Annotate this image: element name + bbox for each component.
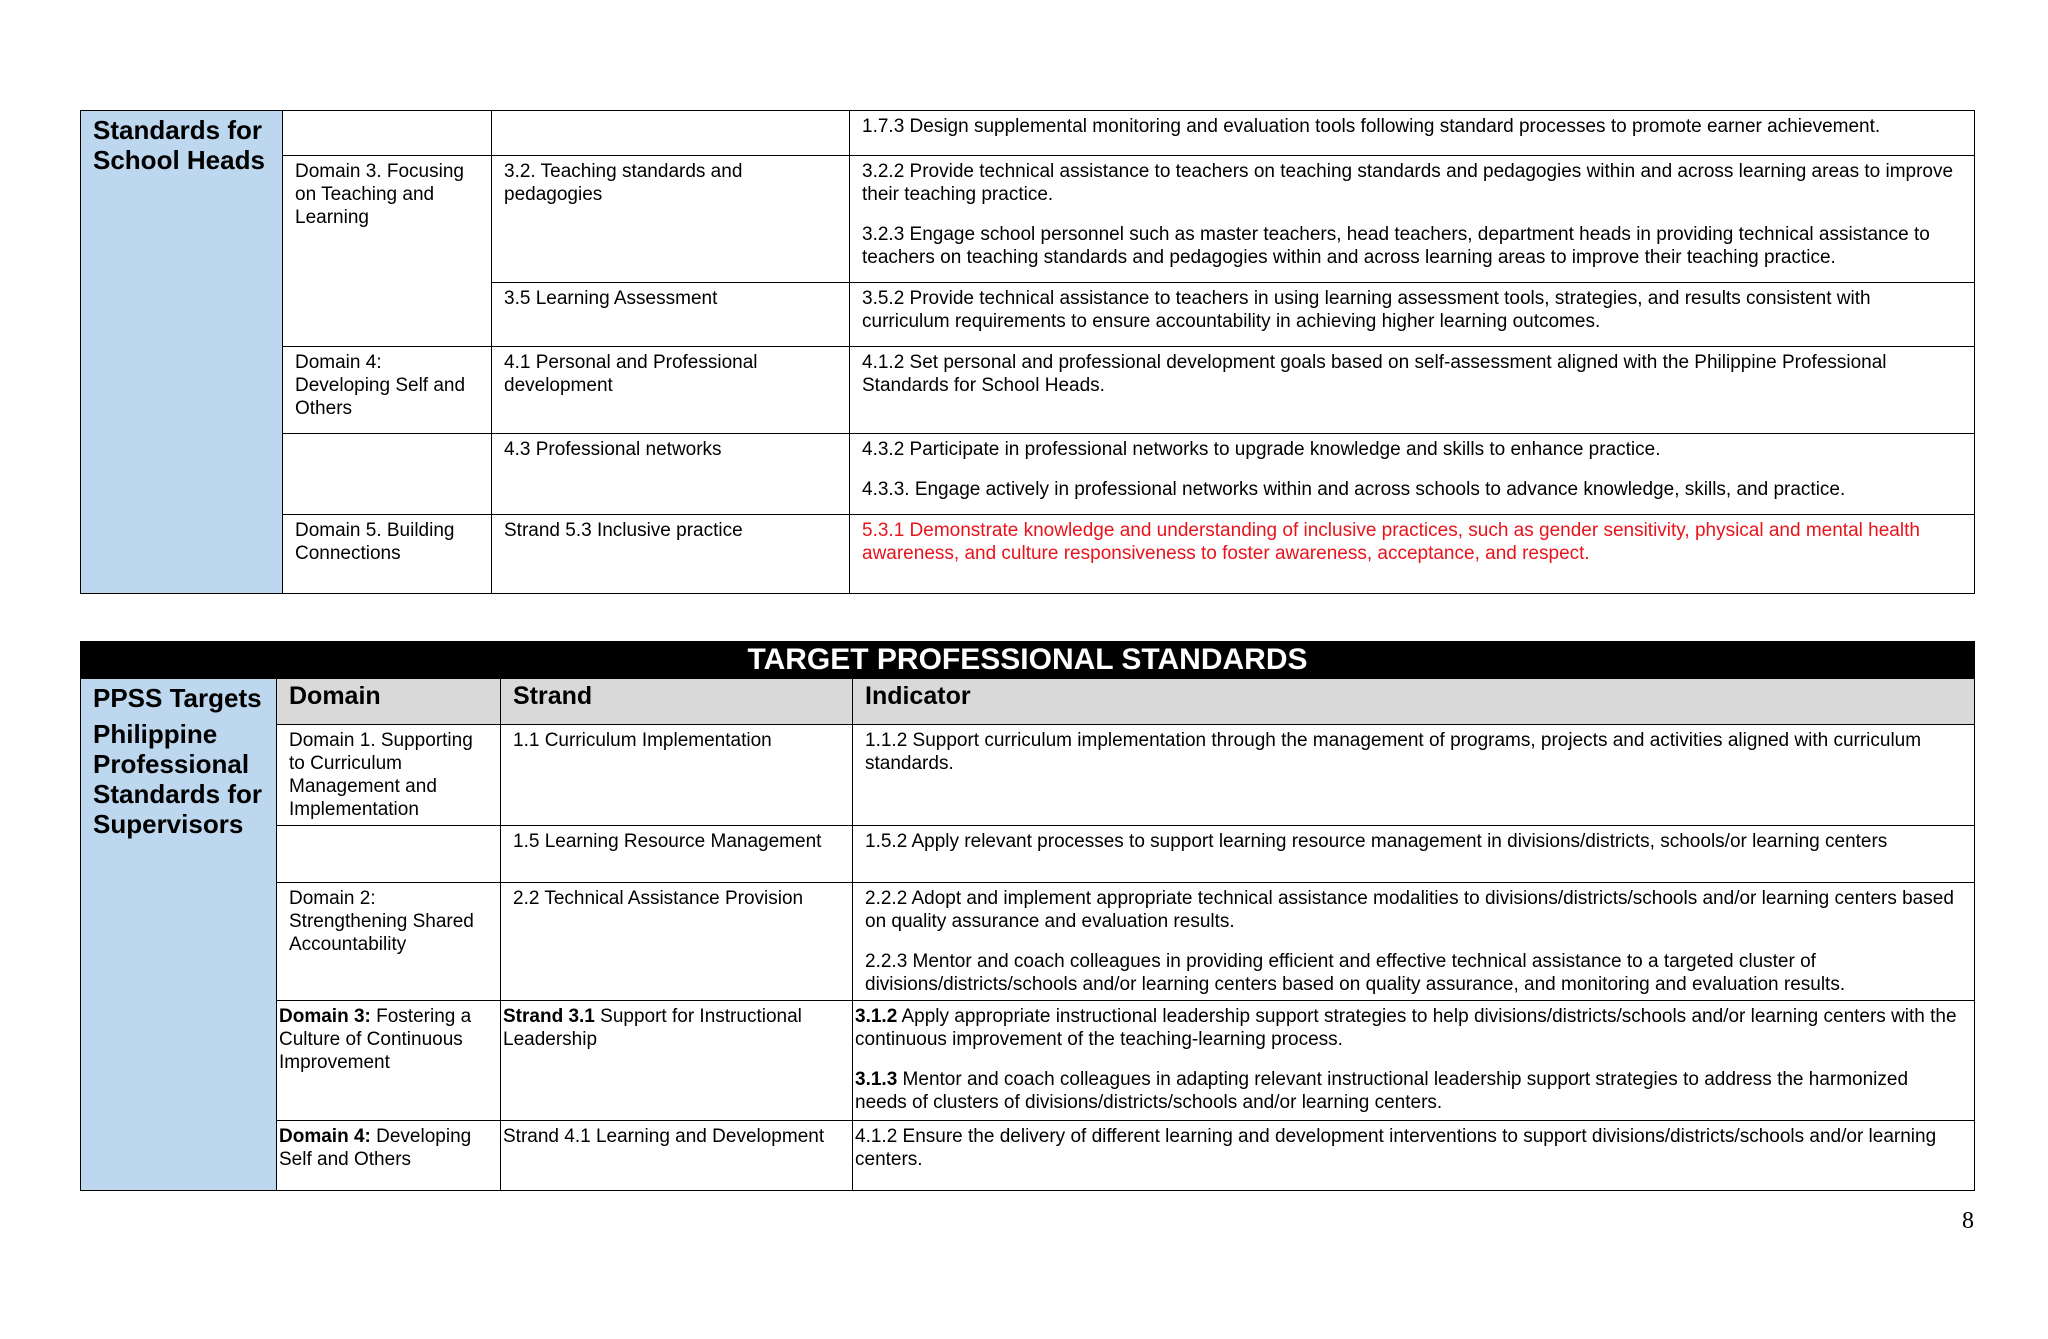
strand-cell [492,111,850,156]
side-title [81,679,277,1191]
table-banner: TARGET PROFESSIONAL STANDARDS [81,642,1975,679]
domain-cell: Domain 1. Supporting to Curriculum Management and Implementation [277,725,501,826]
indicator-cell: 3.5.2 Provide technical assistance to teachers in using learning assessment tools, strategies, and results consistent with curriculum requirements to ensure accountability in achieving higher learning outcomes. [850,283,1975,347]
ppss-subtitle: Philippine Professional Standards for Supervisors [93,719,263,839]
indicator-cell: 2.2.2 Adopt and implement appropriate technical assistance modalities to divisions/districts/schools and/or learning centers based on quality assurance and evaluation results. 2.2.3 Mentor and coach colleagues in providing efficient and effective technical assistance to a targeted cluster of divisions/districts/schools and/or learning centers based on quality assurance, and monitoring and evaluation results. [853,883,1975,1001]
header-indicator: Indicator [853,679,1975,725]
indicator-cell: 4.3.2 Participate in professional networks to upgrade knowledge and skills to enhance practice. 4.3.3. Engage actively in professional networks within and across schools to advance knowledge, skills, and practice. [850,434,1975,515]
domain-cell: Domain 2: Strengthening Shared Accountability [277,883,501,1001]
indicator-cell-highlighted: 5.3.1 Demonstrate knowledge and understanding of inclusive practices, such as gender sensitivity, physical and mental health awareness, and culture responsiveness to foster awareness, acceptance, and respect. [850,515,1975,594]
strand-cell: Strand 5.3 Inclusive practice [492,515,850,594]
side-title: Standards for School Heads [81,111,283,594]
indicator-cell: 1.7.3 Design supplemental monitoring and evaluation tools following standard processes to promote earner achievement. [850,111,1975,156]
indicator-cell: 3.2.2 Provide technical assistance to teachers on teaching standards and pedagogies within and across learning areas to improve their teaching practice. 3.2.3 Engage school personnel such as master teachers, head teachers, department heads in providing technical assistance to teachers on teaching standards and pedagogies within and across learning areas to improve their teaching practice. [850,156,1975,283]
page-number: 8 [1962,1208,1974,1234]
header-domain: Domain [277,679,501,725]
strand-cell: 1.5 Learning Resource Management [501,826,853,883]
indicator-cell: 1.5.2 Apply relevant processes to support learning resource management in divisions/districts, schools/or learning centers [853,826,1975,883]
strand-cell: 4.3 Professional networks [492,434,850,515]
strand-cell: 3.2. Teaching standards and pedagogies [492,156,850,283]
strand-cell: 1.1 Curriculum Implementation [501,725,853,826]
indicator-cell: 4.1.2 Ensure the delivery of different learning and development interventions to support divisions/districts/schools and/or learning centers. [853,1121,1975,1191]
school-heads-standards-table [80,110,1975,594]
domain-cell: Domain 5. Building Connections [283,515,492,594]
indicator-cell: 3.1.2 Apply appropriate instructional leadership support strategies to help divisions/districts/schools and/or learning centers with the continuous improvement of the teaching-learning process. 3.1.3 Mentor and coach colleagues in adapting relevant instructional leadership support strategies to address the harmonized needs of clusters of divisions/districts/schools and/or learning centers. [853,1001,1975,1121]
domain-cell: Domain 4: Developing Self and Others [283,347,492,434]
domain-cell: Domain 3: Fostering a Culture of Continuous Improvement [277,1001,501,1121]
strand-cell: 2.2 Technical Assistance Provision [501,883,853,1001]
strand-cell: Strand 4.1 Learning and Development [501,1121,853,1191]
ppss-targets-label: PPSS Targets [93,683,262,713]
domain-cell: Domain 4: Developing Self and Others [277,1121,501,1191]
strand-cell: 4.1 Personal and Professional development [492,347,850,434]
domain-cell: Domain 3. Focusing on Teaching and Learning [283,156,492,347]
indicator-cell: 1.1.2 Support curriculum implementation through the management of programs, projects and activities aligned with curriculum standards. [853,725,1975,826]
indicator-cell: 4.1.2 Set personal and professional development goals based on self-assessment aligned with the Philippine Professional Standards for School Heads. [850,347,1975,434]
domain-cell [283,111,492,156]
domain-cell [277,826,501,883]
strand-cell: Strand 3.1 Support for Instructional Leadership [501,1001,853,1121]
header-strand: Strand [501,679,853,725]
strand-cell: 3.5 Learning Assessment [492,283,850,347]
domain-cell [283,434,492,515]
target-professional-standards-table [80,641,1975,1191]
